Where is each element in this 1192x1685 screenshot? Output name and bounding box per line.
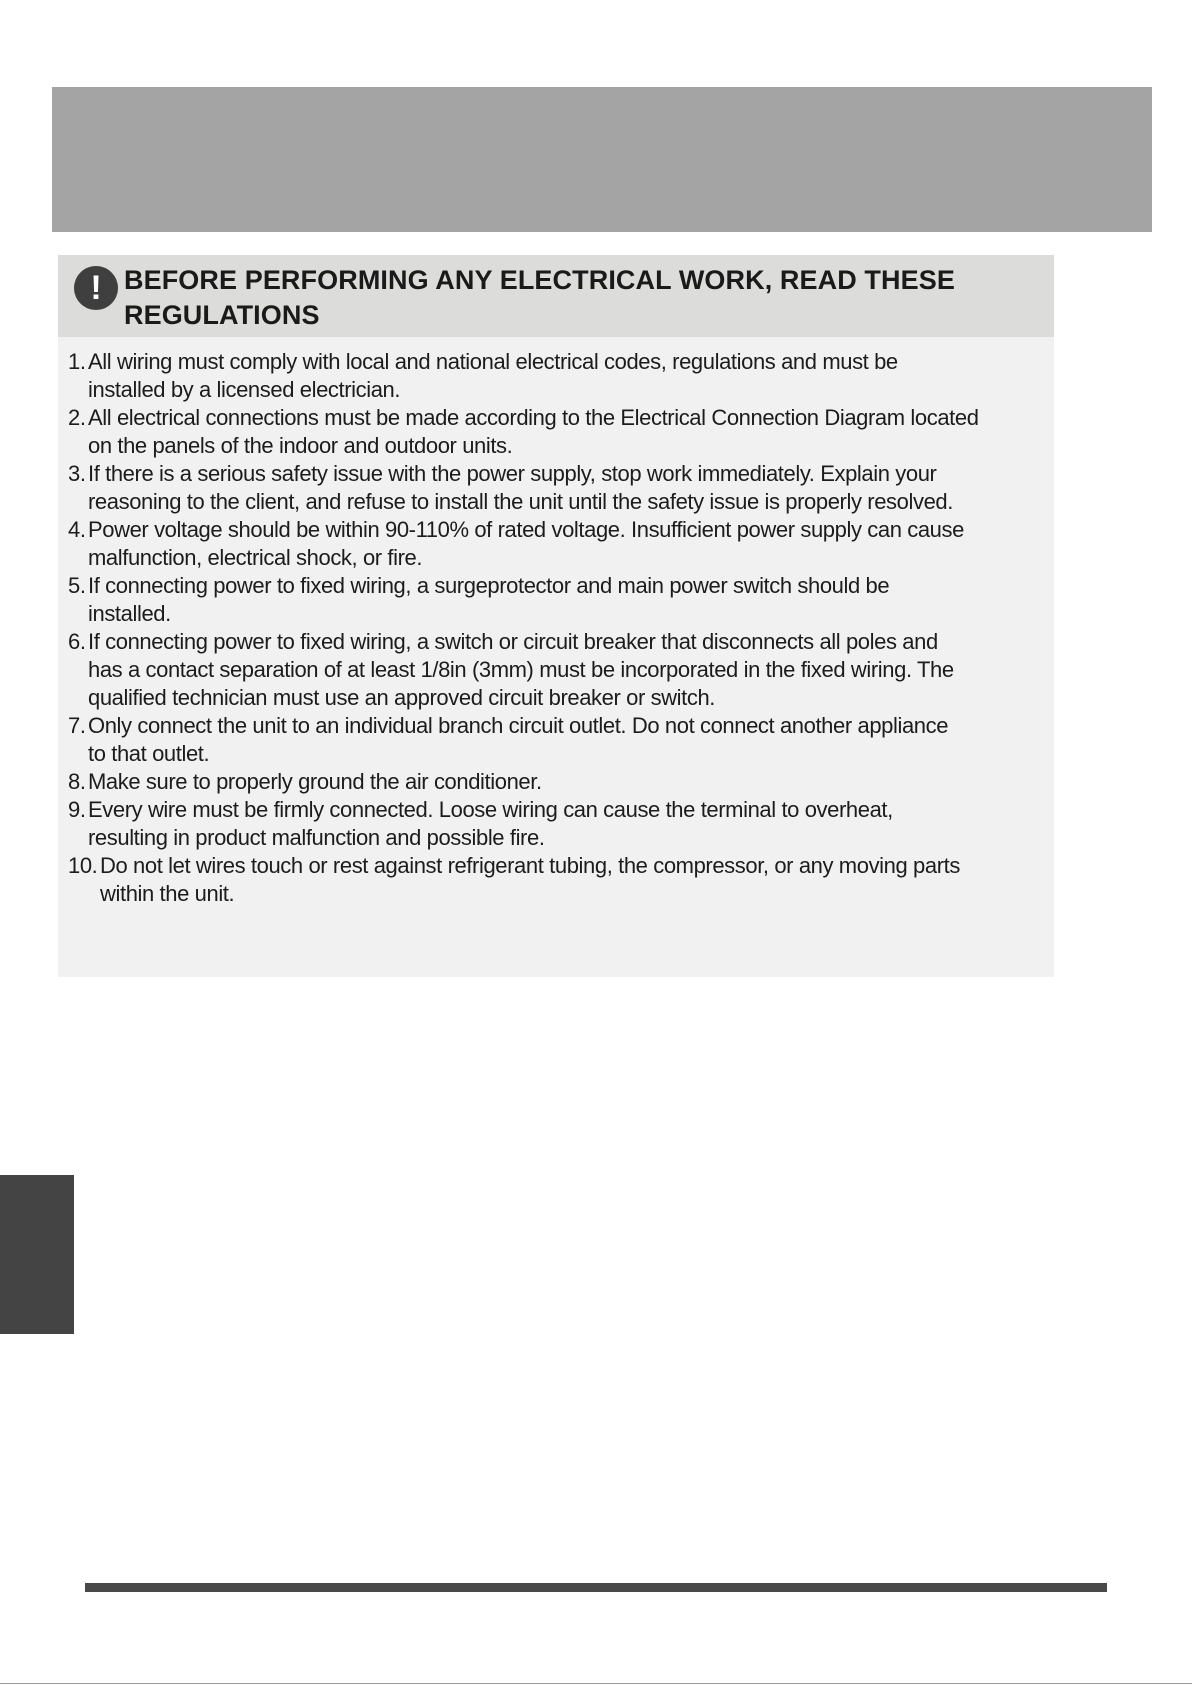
item-text: Power voltage should be within 90-110% of rated voltage. Insufficient power supply can cause malfunction, electrical shock, or fire. [88, 517, 964, 570]
item-number: 1. [68, 349, 86, 374]
item-text: Only connect the unit to an individual branch circuit outlet. Do not connect another appliance to that outlet. [88, 713, 949, 766]
item-text: If there is a serious safety issue with the power supply, stop work immediately. Explain your reasoning to the client, and refuse to install the unit until the safety issue is properly resolved. [88, 461, 953, 514]
item-number: 9. [68, 797, 86, 822]
exclamation-icon: ! [74, 266, 118, 310]
item-number: 2. [68, 405, 86, 430]
item-text: Do not let wires touch or rest against refrigerant tubing, the compressor, or any moving parts within the unit. [100, 853, 960, 906]
item-number: 3. [68, 461, 86, 486]
regulations-list [68, 348, 1058, 908]
list-item [68, 404, 1058, 460]
item-number: 6. [68, 629, 86, 654]
item-number: 4. [68, 517, 86, 542]
item-number: 8. [68, 769, 86, 794]
item-text: All electrical connections must be made according to the Electrical Connection Diagram located on the panels of the indoor and outdoor units. [88, 405, 979, 458]
notice-title: BEFORE PERFORMING ANY ELECTRICAL WORK, READ THESE REGULATIONS [124, 265, 955, 330]
page-edge-line [0, 1683, 1192, 1684]
list-item [68, 628, 1058, 712]
list-item [68, 348, 1058, 404]
item-number: 5. [68, 573, 86, 598]
list-item [68, 768, 1058, 796]
list-item [68, 796, 1058, 852]
item-text: If connecting power to fixed wiring, a switch or circuit breaker that disconnects all poles and has a contact separation of at least 1/8in (3mm) must be incorporated in the fixed wiring. The qualified technician must use an approved circuit breaker or switch. [88, 629, 954, 710]
side-tab [0, 1175, 74, 1334]
item-text: All wiring must comply with local and national electrical codes, regulations and must be installed by a licensed electrician. [88, 349, 898, 402]
item-text: Every wire must be firmly connected. Loose wiring can cause the terminal to overheat, resulting in product malfunction and possible fire. [88, 797, 893, 850]
footer-rule [85, 1583, 1107, 1592]
item-number: 7. [68, 713, 86, 738]
list-item [68, 572, 1058, 628]
notice-header [58, 255, 1054, 337]
item-text: Make sure to properly ground the air conditioner. [88, 769, 542, 794]
list-item [68, 516, 1058, 572]
list-item [68, 852, 1058, 908]
header-band [52, 87, 1152, 232]
list-item [68, 460, 1058, 516]
item-number: 10. [68, 853, 98, 878]
item-text: If connecting power to fixed wiring, a surgeprotector and main power switch should be installed. [88, 573, 890, 626]
notice-box [58, 255, 1054, 977]
list-item [68, 712, 1058, 768]
